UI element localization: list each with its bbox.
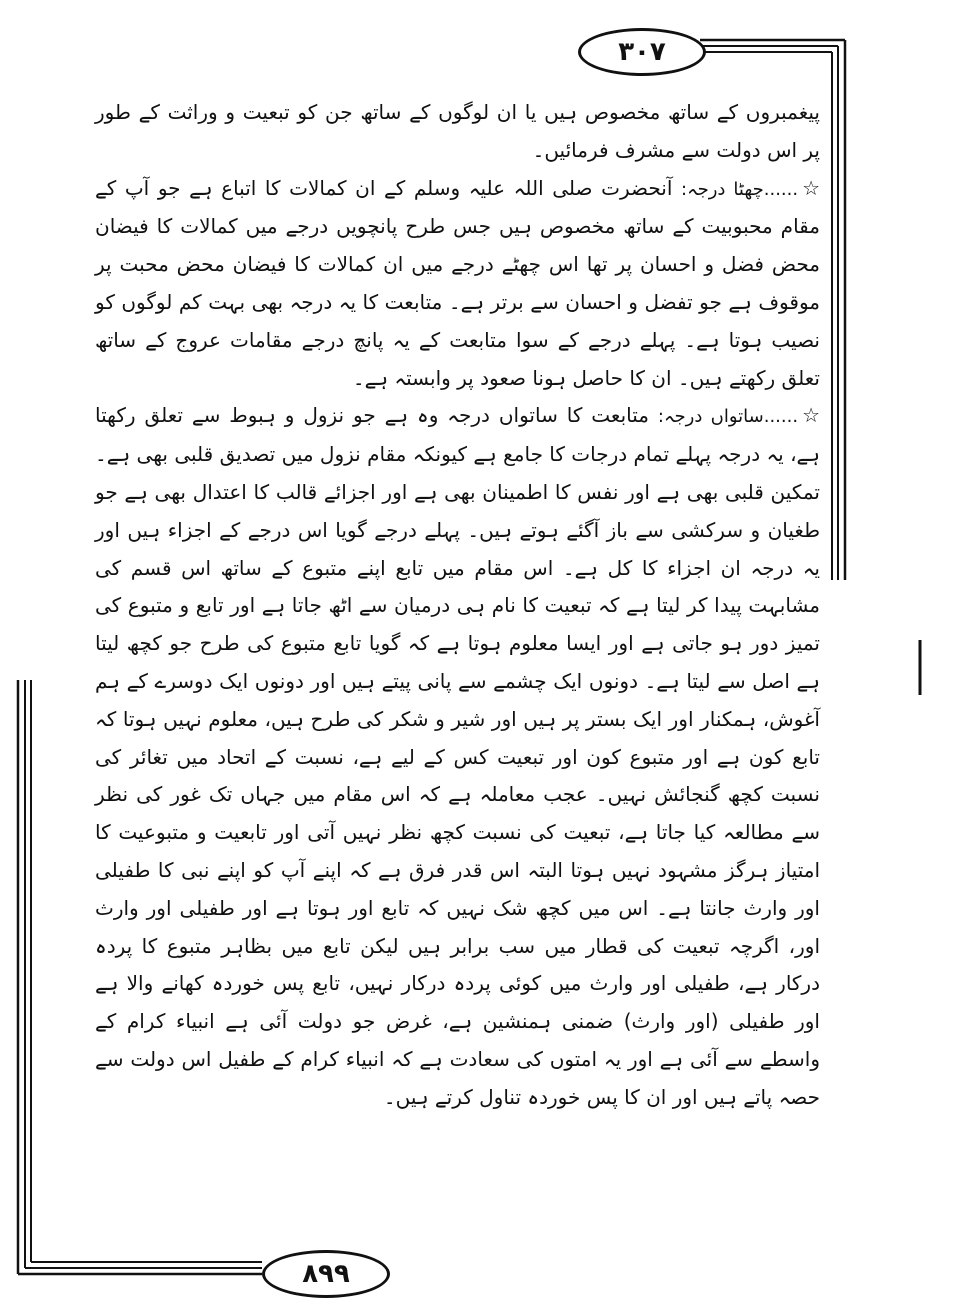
- page-number-top: [578, 28, 706, 76]
- paragraph-3: [95, 397, 820, 1116]
- page-number-bottom: [262, 1250, 390, 1298]
- star-icon: ☆: [802, 403, 820, 428]
- paragraph-3-text: متابعت کا ساتواں درجہ وہ ہے جو نزول و ہبوط سے تعلق رکھتا ہے، یہ درجہ پہلے تمام درجات کا جامع ہے کیونکہ مقام نزول میں تصدیق قلبی بھی ہے۔ تمکین قلبی بھی ہے اور نفس کا اطمینان بھی ہے اور اجزائے قالب کا اعتدال بھی ہے جو طغیان و سرکشی سے باز آگئے ہوتے ہیں۔ پہلے درجے گویا اس درجے کے اجزاء ہیں اور یہ درجہ ان اجزاء کا کل ہے۔ اس مقام میں تابع اپنے متبوع کے ساتھ اس قسم کی مشابہت پیدا کر لیتا ہے کہ تبعیت کا نام ہی درمیان سے اٹھ جاتا ہے اور تابع و متبوع کی تمیز دور ہو جاتی ہے اور ایسا معلوم ہوتا ہے کہ گویا تابع متبوع کی طرح جو کچھ لیتا ہے اصل سے لیتا ہے۔ دونوں ایک چشمے سے پانی پیتے ہیں اور دونوں ایک دوسرے کے ہم آغوش، ہمکنار اور ایک بستر پر ہیں اور شیر و شکر کی طرح ہیں، معلوم نہیں ہوتا کہ تابع کون ہے اور متبوع کون اور تبعیت کس کے لیے ہے، نسبت کے اتحاد میں تغائر کی نسبت کچھ گنجائش نہیں۔ عجب معاملہ ہے کہ اس مقام میں جہاں تک غور کی نظر سے مطالعہ کیا جاتا ہے، تبعیت کی نسبت کچھ نظر نہیں آتی اور تابعیت و متبوعیت کا امتیاز ہرگز مشہود نہیں ہوتا البتہ اس قدر فرق ہے کہ اپنے آپ کو اپنے نبی کا طفیلی اور وارث جانتا ہے۔ اس میں کچھ شک نہیں کہ تابع اور ہوتا ہے اور طفیلی اور وارث اور، اگرچہ تبعیت کی قطار میں سب برابر ہیں لیکن تابع میں بظاہر متبوع کا پردہ درکار ہے، طفیلی اور وارث میں کوئی پردہ درکار نہیں، تابع پس خوردہ کھانے والا ہے اور طفیلی (اور وارث) ضمنی ہمنشین ہے، غرض جو دولت آئی ہے انبیاء کرام کے واسطے سے آئی ہے اور یہ امتوں کی سعادت ہے کہ انبیاء کرام کے طفیل اس دولت سے حصہ پاتے ہیں اور ان کا پس خوردہ تناول کرتے ہیں۔: [95, 403, 820, 1109]
- paragraph-2-text: آنحضرت صلی اللہ علیہ وسلم کے ان کمالات کا اتباع ہے جو آپ کے مقام محبوبیت کے ساتھ مخصوص ہیں جس طرح پانچویں درجے میں کمالات کا فیضان محض فضل و احسان پر تھا اس چھٹے درجے میں ان کمالات کا فیضان محض محبت پر موقوف ہے جو تفضل و احسان سے برتر ہے۔ متابعت کا یہ درجہ بھی بہت کم لوگوں کو نصیب ہوتا ہے۔ پہلے درجے کے سوا متابعت کے یہ پانچ درجے مقامات عروج کے ساتھ تعلق رکھتے ہیں۔ ان کا حاصل ہونا صعود پر وابستہ ہے۔: [95, 175, 820, 390]
- paragraph-2: [95, 170, 820, 398]
- star-icon: ☆: [802, 175, 821, 200]
- paragraph-2-label: ......چھٹا درجہ:: [681, 178, 799, 200]
- page-body: [95, 94, 820, 1214]
- paragraph-3-label: ......ساتواں درجہ:: [657, 406, 799, 428]
- page-number-bottom-text: ۸۹۹: [302, 1259, 350, 1289]
- page-number-top-text: ۳۰۷: [618, 37, 666, 67]
- paragraph-1: پیغمبروں کے ساتھ مخصوص ہیں یا ان لوگوں کے ساتھ جن کو تبعیت و وراثت کے طور پر اس دولت سے مشرف فرمائیں۔: [95, 100, 820, 162]
